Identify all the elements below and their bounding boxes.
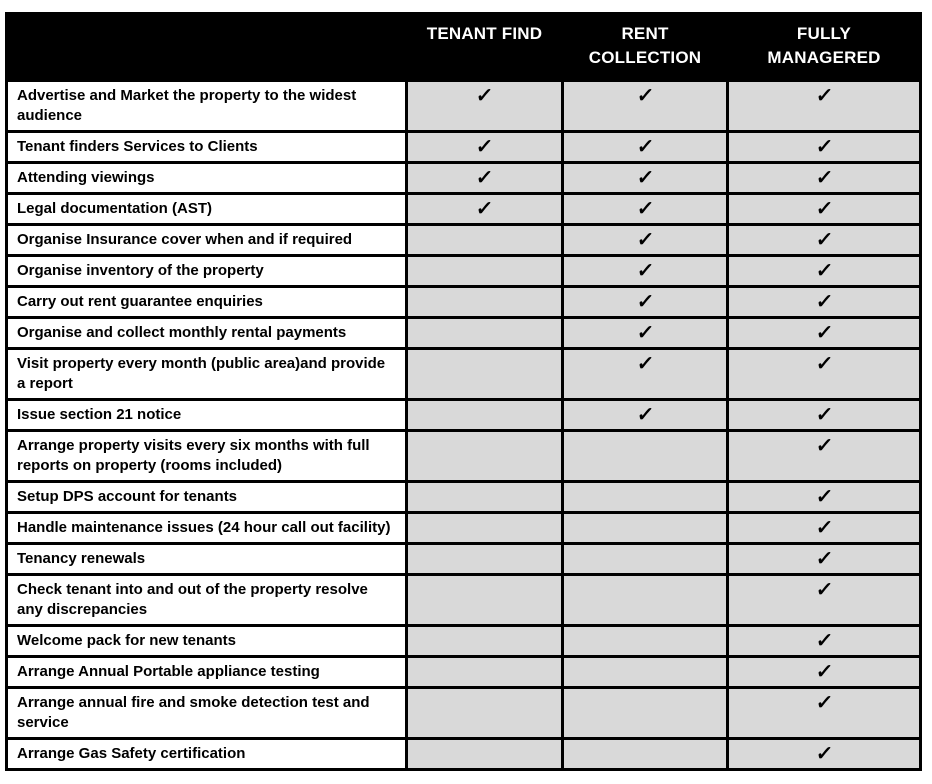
check-icon: ✓ — [635, 404, 655, 426]
check-icon: ✓ — [635, 229, 655, 251]
table-row — [7, 482, 921, 513]
check-icon: ✓ — [474, 167, 495, 189]
service-label: Organise Insurance cover when and if required — [7, 225, 407, 256]
table-row — [7, 225, 921, 256]
check-icon: ✓ — [474, 85, 495, 107]
check-icon: ✓ — [814, 517, 834, 539]
check-cell — [563, 349, 728, 400]
check-cell — [563, 256, 728, 287]
table-row — [7, 287, 921, 318]
check-cell — [563, 657, 728, 688]
check-cell — [728, 194, 921, 225]
check-icon: ✓ — [474, 136, 495, 158]
check-cell — [563, 575, 728, 626]
service-label: Tenant finders Services to Clients — [7, 132, 407, 163]
check-cell — [407, 194, 563, 225]
check-cell — [563, 513, 728, 544]
check-cell — [407, 132, 563, 163]
check-cell — [728, 163, 921, 194]
table-row — [7, 194, 921, 225]
service-label: Arrange property visits every six months with full reports on property (rooms included) — [7, 431, 407, 482]
service-label: Check tenant into and out of the property resolve any discrepancies — [7, 575, 407, 626]
table-row — [7, 626, 921, 657]
check-cell — [407, 431, 563, 482]
check-cell — [407, 225, 563, 256]
table-row — [7, 513, 921, 544]
check-cell — [407, 349, 563, 400]
check-icon: ✓ — [814, 743, 834, 765]
table-row — [7, 575, 921, 626]
check-cell — [728, 225, 921, 256]
check-cell — [728, 349, 921, 400]
check-icon: ✓ — [635, 136, 655, 158]
table-row — [7, 318, 921, 349]
check-icon: ✓ — [474, 198, 495, 220]
check-cell — [728, 256, 921, 287]
service-label: Tenancy renewals — [7, 544, 407, 575]
check-icon: ✓ — [635, 85, 655, 107]
check-cell — [407, 287, 563, 318]
service-label: Organise and collect monthly rental payments — [7, 318, 407, 349]
column-header-tenant-find: TENANT FIND — [407, 14, 563, 81]
check-icon: ✓ — [635, 198, 655, 220]
check-cell — [728, 657, 921, 688]
table-row — [7, 431, 921, 482]
check-icon: ✓ — [814, 198, 834, 220]
column-header-rent-collection: RENT COLLECTION — [563, 14, 728, 81]
table-row — [7, 132, 921, 163]
check-cell — [563, 194, 728, 225]
service-label: Visit property every month (public area)and provide a report — [7, 349, 407, 400]
service-label: Setup DPS account for tenants — [7, 482, 407, 513]
table-row — [7, 400, 921, 431]
check-icon: ✓ — [814, 136, 834, 158]
check-cell — [563, 482, 728, 513]
check-cell — [407, 575, 563, 626]
check-cell — [728, 626, 921, 657]
check-icon: ✓ — [814, 167, 834, 189]
table-row — [7, 544, 921, 575]
check-icon: ✓ — [814, 692, 834, 714]
check-cell — [407, 256, 563, 287]
check-cell — [728, 482, 921, 513]
check-cell — [563, 318, 728, 349]
check-cell — [728, 400, 921, 431]
service-label: Issue section 21 notice — [7, 400, 407, 431]
service-label: Arrange Gas Safety certification — [7, 739, 407, 770]
check-cell — [407, 513, 563, 544]
service-label: Carry out rent guarantee enquiries — [7, 287, 407, 318]
check-cell — [728, 688, 921, 739]
table-body — [7, 81, 921, 770]
check-icon: ✓ — [635, 167, 655, 189]
service-label: Arrange annual fire and smoke detection test and service — [7, 688, 407, 739]
check-icon: ✓ — [635, 322, 655, 344]
service-label: Organise inventory of the property — [7, 256, 407, 287]
service-label: Handle maintenance issues (24 hour call out facility) — [7, 513, 407, 544]
table-row — [7, 256, 921, 287]
check-icon: ✓ — [814, 291, 834, 313]
table-row — [7, 163, 921, 194]
check-cell — [407, 163, 563, 194]
check-cell — [728, 431, 921, 482]
check-cell — [563, 132, 728, 163]
table-row — [7, 688, 921, 739]
check-cell — [563, 739, 728, 770]
header-row — [7, 14, 921, 81]
check-icon: ✓ — [814, 322, 834, 344]
check-cell — [407, 688, 563, 739]
check-icon: ✓ — [814, 404, 834, 426]
check-cell — [407, 626, 563, 657]
table-row — [7, 657, 921, 688]
check-cell — [563, 400, 728, 431]
service-label: Attending viewings — [7, 163, 407, 194]
service-label: Welcome pack for new tenants — [7, 626, 407, 657]
check-cell — [407, 544, 563, 575]
check-cell — [728, 544, 921, 575]
check-icon: ✓ — [814, 579, 834, 601]
check-cell — [407, 81, 563, 132]
check-cell — [563, 431, 728, 482]
service-label: Legal documentation (AST) — [7, 194, 407, 225]
check-cell — [728, 575, 921, 626]
column-header-fully-managed: FULLY MANAGERED — [728, 14, 921, 81]
check-cell — [563, 544, 728, 575]
table-row — [7, 739, 921, 770]
check-icon: ✓ — [635, 260, 655, 282]
check-icon: ✓ — [814, 260, 834, 282]
check-cell — [407, 482, 563, 513]
check-cell — [407, 739, 563, 770]
check-cell — [728, 81, 921, 132]
check-cell — [563, 688, 728, 739]
check-cell — [407, 318, 563, 349]
check-cell — [407, 657, 563, 688]
service-label: Arrange Annual Portable appliance testing — [7, 657, 407, 688]
check-icon: ✓ — [635, 353, 655, 375]
check-cell — [563, 163, 728, 194]
services-comparison-table — [5, 12, 922, 771]
check-cell — [563, 81, 728, 132]
check-icon: ✓ — [814, 435, 834, 457]
check-cell — [728, 513, 921, 544]
check-icon: ✓ — [814, 661, 834, 683]
check-cell — [728, 318, 921, 349]
check-cell — [728, 287, 921, 318]
check-cell — [563, 626, 728, 657]
table-row — [7, 81, 921, 132]
check-cell — [728, 132, 921, 163]
service-label: Advertise and Market the property to the widest audience — [7, 81, 407, 132]
check-cell — [728, 739, 921, 770]
check-cell — [563, 287, 728, 318]
check-cell — [563, 225, 728, 256]
check-icon: ✓ — [814, 486, 834, 508]
check-icon: ✓ — [814, 353, 834, 375]
check-cell — [407, 400, 563, 431]
check-icon: ✓ — [814, 229, 834, 251]
table-row — [7, 349, 921, 400]
check-icon: ✓ — [814, 548, 834, 570]
check-icon: ✓ — [814, 630, 834, 652]
corner-cell — [7, 14, 407, 81]
check-icon: ✓ — [814, 85, 834, 107]
check-icon: ✓ — [635, 291, 655, 313]
